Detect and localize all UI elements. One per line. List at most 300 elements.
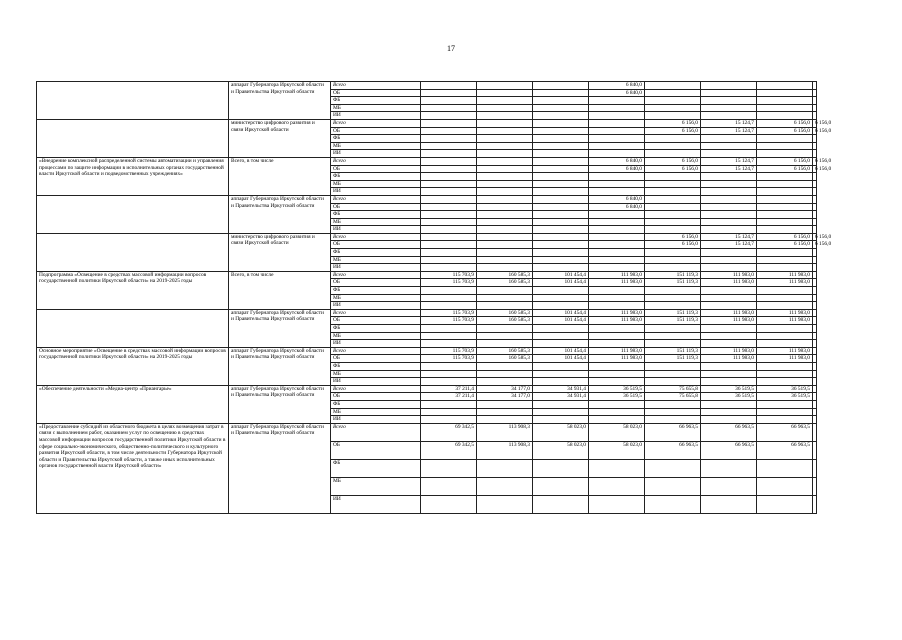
amount-cell: [701, 362, 757, 370]
amount-cell: [421, 459, 477, 477]
amount-cell: [757, 142, 813, 150]
amount-cell: [421, 294, 477, 302]
amount-cell: [589, 142, 645, 150]
amount-cell: [701, 340, 757, 348]
amount-cell: [701, 97, 757, 105]
amount-cell: [813, 309, 817, 317]
amount-cell: [757, 203, 813, 211]
amount-cell: [477, 165, 533, 173]
amount-cell: [477, 495, 533, 513]
amount-cell: 58 023,0: [533, 441, 589, 459]
amount-cell: 6 156,0: [645, 157, 701, 165]
amount-cell: [421, 340, 477, 348]
amount-cell: [477, 233, 533, 241]
amount-cell: [421, 135, 477, 143]
activity-name-cell: Подпрограмма «Освещение в средствах массовой информации вопросов государственной политики Иркутской области» на 2019-2025 годы: [37, 271, 229, 309]
amount-cell: 69 342,5: [421, 423, 477, 441]
amount-cell: 6 156,0: [813, 127, 817, 135]
amount-cell: [477, 104, 533, 112]
amount-cell: 111 983,0: [701, 279, 757, 287]
amount-cell: [813, 264, 817, 272]
amount-cell: [533, 203, 589, 211]
amount-cell: [589, 241, 645, 249]
amount-cell: [477, 302, 533, 310]
amount-cell: 111 983,0: [701, 317, 757, 325]
amount-cell: [589, 416, 645, 424]
amount-cell: [589, 287, 645, 295]
amount-cell: [533, 157, 589, 165]
amount-cell: [477, 127, 533, 135]
amount-cell: [477, 287, 533, 295]
amount-cell: [477, 256, 533, 264]
amount-cell: [645, 97, 701, 105]
activity-name-cell: «Предоставление субсидий из областного бюджета в целях возмещения затрат в связи с выполнением работ, оказанием услуг по освещению в средствах массовой информации вопросов государственной политики Иркутской области в сфере социально-экономического, общественно-политического и культурного развития Иркутской области, в том числе деятельности Губернатора Иркутской области и Правительства Иркутской области, а также иных исполнительных органов государственной власти Иркутской области»: [37, 423, 229, 513]
amount-cell: 160 585,3: [477, 279, 533, 287]
amount-cell: [421, 249, 477, 257]
amount-cell: 111 983,0: [701, 271, 757, 279]
funding-source-cell: ФБ: [331, 400, 421, 408]
amount-cell: [421, 97, 477, 105]
amount-cell: [421, 370, 477, 378]
amount-cell: 115 703,9: [421, 317, 477, 325]
amount-cell: [533, 495, 589, 513]
amount-cell: 6 156,0: [757, 157, 813, 165]
funding-source-cell: МБ: [331, 370, 421, 378]
amount-cell: [757, 459, 813, 477]
page-number: 17: [447, 44, 455, 53]
amount-cell: [701, 256, 757, 264]
amount-cell: 6 156,0: [645, 119, 701, 127]
amount-cell: 6 156,0: [813, 157, 817, 165]
amount-cell: 75 655,8: [645, 385, 701, 393]
funding-source-cell: ФБ: [331, 287, 421, 295]
amount-cell: [757, 370, 813, 378]
amount-cell: 36 519,5: [589, 385, 645, 393]
amount-cell: 111 983,0: [757, 279, 813, 287]
amount-cell: 58 023,0: [589, 423, 645, 441]
amount-cell: 111 983,0: [589, 355, 645, 363]
funding-source-cell: Всего: [331, 82, 421, 90]
amount-cell: [645, 325, 701, 333]
amount-cell: [533, 370, 589, 378]
activity-name-cell: [37, 82, 229, 120]
funding-source-cell: Всего: [331, 347, 421, 355]
amount-cell: [645, 218, 701, 226]
amount-cell: 101 454,4: [533, 279, 589, 287]
amount-cell: [477, 142, 533, 150]
amount-cell: 58 023,0: [533, 423, 589, 441]
amount-cell: [477, 150, 533, 158]
amount-cell: [477, 416, 533, 424]
funding-source-cell: Всего: [331, 423, 421, 441]
amount-cell: [421, 256, 477, 264]
amount-cell: [813, 142, 817, 150]
amount-cell: [701, 287, 757, 295]
funding-source-cell: ИИ: [331, 340, 421, 348]
amount-cell: [589, 264, 645, 272]
amount-cell: [477, 264, 533, 272]
amount-cell: 151 119,3: [645, 271, 701, 279]
amount-cell: [477, 226, 533, 234]
amount-cell: [813, 97, 817, 105]
amount-cell: [477, 332, 533, 340]
amount-cell: [813, 203, 817, 211]
table-row: [37, 309, 817, 317]
amount-cell: 115 703,9: [421, 355, 477, 363]
amount-cell: [589, 97, 645, 105]
amount-cell: [477, 477, 533, 495]
amount-cell: [589, 173, 645, 181]
amount-cell: 36 519,5: [701, 385, 757, 393]
amount-cell: [813, 249, 817, 257]
amount-cell: [421, 180, 477, 188]
amount-cell: 111 983,0: [757, 271, 813, 279]
amount-cell: [421, 495, 477, 513]
amount-cell: 6 156,0: [645, 127, 701, 135]
amount-cell: 160 585,3: [477, 347, 533, 355]
funding-source-cell: МБ: [331, 180, 421, 188]
table-row: [37, 423, 817, 441]
amount-cell: [757, 294, 813, 302]
executor-cell: аппарат Губернатора Иркутской области и Правительства Иркутской области: [229, 423, 331, 513]
amount-cell: [421, 165, 477, 173]
activity-name-cell: «Обеспечение деятельности «Медиа-центр «Приангарье»: [37, 385, 229, 423]
funding-source-cell: МБ: [331, 477, 421, 495]
amount-cell: [813, 459, 817, 477]
amount-cell: 37 211,4: [421, 385, 477, 393]
amount-cell: [701, 112, 757, 120]
budget-table: [36, 81, 832, 514]
amount-cell: [421, 82, 477, 90]
amount-cell: [813, 104, 817, 112]
amount-cell: 34 177,0: [477, 385, 533, 393]
amount-cell: 115 703,9: [421, 309, 477, 317]
amount-cell: 6 840,0: [589, 203, 645, 211]
amount-cell: [757, 150, 813, 158]
amount-cell: [701, 142, 757, 150]
amount-cell: [645, 477, 701, 495]
amount-cell: 101 454,4: [533, 271, 589, 279]
amount-cell: [589, 370, 645, 378]
amount-cell: [645, 249, 701, 257]
amount-cell: [589, 325, 645, 333]
amount-cell: [589, 362, 645, 370]
funding-source-cell: ИИ: [331, 264, 421, 272]
activity-name-cell: [37, 119, 229, 157]
amount-cell: 69 342,5: [421, 441, 477, 459]
amount-cell: [813, 378, 817, 386]
amount-cell: [757, 332, 813, 340]
funding-source-cell: ФБ: [331, 173, 421, 181]
amount-cell: [813, 355, 817, 363]
amount-cell: 6 840,0: [589, 157, 645, 165]
amount-cell: [533, 188, 589, 196]
amount-cell: 6 840,0: [589, 89, 645, 97]
amount-cell: [813, 416, 817, 424]
table-row: [37, 385, 817, 393]
amount-cell: [589, 226, 645, 234]
amount-cell: [589, 495, 645, 513]
amount-cell: [421, 218, 477, 226]
amount-cell: 6 156,0: [645, 233, 701, 241]
funding-source-cell: ФБ: [331, 325, 421, 333]
amount-cell: [477, 378, 533, 386]
amount-cell: [477, 157, 533, 165]
amount-cell: [813, 441, 817, 459]
amount-cell: [701, 203, 757, 211]
amount-cell: [533, 165, 589, 173]
amount-cell: [589, 459, 645, 477]
amount-cell: [533, 241, 589, 249]
amount-cell: [813, 370, 817, 378]
amount-cell: [421, 287, 477, 295]
amount-cell: [645, 302, 701, 310]
amount-cell: [421, 477, 477, 495]
amount-cell: [645, 332, 701, 340]
funding-source-cell: ФБ: [331, 362, 421, 370]
amount-cell: [421, 378, 477, 386]
amount-cell: [701, 325, 757, 333]
amount-cell: [645, 150, 701, 158]
amount-cell: 36 519,5: [701, 393, 757, 401]
amount-cell: [421, 188, 477, 196]
executor-cell: аппарат Губернатора Иркутской области и Правительства Иркутской области: [229, 309, 331, 347]
amount-cell: 160 585,3: [477, 271, 533, 279]
funding-source-cell: ФБ: [331, 135, 421, 143]
amount-cell: [589, 400, 645, 408]
amount-cell: [701, 82, 757, 90]
amount-cell: 15 124,7: [701, 233, 757, 241]
amount-cell: [813, 173, 817, 181]
executor-cell: Всего, в том числе: [229, 157, 331, 195]
amount-cell: [589, 408, 645, 416]
amount-cell: [813, 195, 817, 203]
amount-cell: 6 156,0: [757, 119, 813, 127]
amount-cell: 111 983,0: [701, 355, 757, 363]
funding-source-cell: Всего: [331, 271, 421, 279]
amount-cell: 151 119,3: [645, 347, 701, 355]
amount-cell: [421, 104, 477, 112]
amount-cell: [645, 287, 701, 295]
amount-cell: [533, 459, 589, 477]
funding-source-cell: ОБ: [331, 89, 421, 97]
amount-cell: [421, 173, 477, 181]
amount-cell: [533, 477, 589, 495]
amount-cell: [421, 416, 477, 424]
amount-cell: 66 963,5: [757, 441, 813, 459]
amount-cell: [701, 188, 757, 196]
amount-cell: [533, 302, 589, 310]
funding-source-cell: ИИ: [331, 302, 421, 310]
amount-cell: [477, 135, 533, 143]
amount-cell: [701, 104, 757, 112]
amount-cell: [589, 294, 645, 302]
amount-cell: [757, 211, 813, 219]
amount-cell: [533, 416, 589, 424]
amount-cell: [757, 188, 813, 196]
amount-cell: [813, 477, 817, 495]
amount-cell: [757, 340, 813, 348]
amount-cell: 66 963,5: [757, 423, 813, 441]
funding-source-cell: Всего: [331, 233, 421, 241]
amount-cell: 15 124,7: [701, 127, 757, 135]
amount-cell: 101 454,4: [533, 309, 589, 317]
amount-cell: [477, 249, 533, 257]
funding-source-cell: ФБ: [331, 97, 421, 105]
amount-cell: 101 454,4: [533, 347, 589, 355]
amount-cell: 36 519,5: [589, 393, 645, 401]
amount-cell: [645, 188, 701, 196]
amount-cell: [813, 340, 817, 348]
executor-cell: аппарат Губернатора Иркутской области и Правительства Иркутской области: [229, 385, 331, 423]
amount-cell: [533, 233, 589, 241]
amount-cell: 6 840,0: [589, 82, 645, 90]
amount-cell: [477, 459, 533, 477]
amount-cell: [813, 112, 817, 120]
amount-cell: [757, 135, 813, 143]
table-row: [37, 233, 817, 241]
amount-cell: [533, 89, 589, 97]
funding-source-cell: МБ: [331, 142, 421, 150]
funding-source-cell: ОБ: [331, 393, 421, 401]
amount-cell: 36 519,5: [757, 385, 813, 393]
amount-cell: [421, 112, 477, 120]
amount-cell: [645, 264, 701, 272]
amount-cell: [421, 89, 477, 97]
table-row: [37, 347, 817, 355]
amount-cell: [813, 271, 817, 279]
funding-source-cell: Всего: [331, 309, 421, 317]
amount-cell: [701, 332, 757, 340]
amount-cell: [645, 378, 701, 386]
amount-cell: [813, 211, 817, 219]
amount-cell: 160 585,3: [477, 309, 533, 317]
amount-cell: [645, 135, 701, 143]
amount-cell: 6 156,0: [813, 241, 817, 249]
amount-cell: [589, 135, 645, 143]
funding-source-cell: Всего: [331, 195, 421, 203]
amount-cell: [589, 119, 645, 127]
amount-cell: [477, 173, 533, 181]
amount-cell: [645, 142, 701, 150]
amount-cell: [477, 203, 533, 211]
amount-cell: [477, 218, 533, 226]
amount-cell: [589, 188, 645, 196]
amount-cell: [813, 135, 817, 143]
amount-cell: [533, 332, 589, 340]
amount-cell: [701, 370, 757, 378]
table-row: [37, 157, 817, 165]
amount-cell: [701, 173, 757, 181]
amount-cell: [645, 408, 701, 416]
amount-cell: [813, 385, 817, 393]
amount-cell: 151 119,3: [645, 279, 701, 287]
amount-cell: [757, 82, 813, 90]
amount-cell: [421, 302, 477, 310]
amount-cell: 15 124,7: [701, 241, 757, 249]
amount-cell: 151 119,3: [645, 317, 701, 325]
amount-cell: [701, 150, 757, 158]
funding-source-cell: ОБ: [331, 317, 421, 325]
amount-cell: [421, 127, 477, 135]
amount-cell: 111 983,0: [589, 317, 645, 325]
executor-cell: аппарат Губернатора Иркутской области и Правительства Иркутской области: [229, 195, 331, 233]
amount-cell: [813, 287, 817, 295]
amount-cell: [477, 408, 533, 416]
amount-cell: 37 211,4: [421, 393, 477, 401]
amount-cell: [645, 459, 701, 477]
amount-cell: [813, 150, 817, 158]
amount-cell: [757, 362, 813, 370]
amount-cell: [533, 264, 589, 272]
activity-name-cell: Основное мероприятие «Освещение в средствах массовой информации вопросов государственной политики Иркутской области» на 2019-2025 годы: [37, 347, 229, 385]
amount-cell: [757, 264, 813, 272]
amount-cell: [533, 112, 589, 120]
amount-cell: [533, 173, 589, 181]
amount-cell: 6 156,0: [757, 233, 813, 241]
amount-cell: 6 156,0: [757, 241, 813, 249]
amount-cell: [589, 340, 645, 348]
amount-cell: [813, 495, 817, 513]
amount-cell: [533, 218, 589, 226]
amount-cell: [757, 400, 813, 408]
amount-cell: 101 454,4: [533, 317, 589, 325]
amount-cell: [813, 362, 817, 370]
amount-cell: [421, 325, 477, 333]
amount-cell: [757, 218, 813, 226]
amount-cell: [477, 362, 533, 370]
amount-cell: [645, 211, 701, 219]
executor-cell: Всего, в том числе: [229, 271, 331, 309]
amount-cell: [589, 249, 645, 257]
amount-cell: [589, 127, 645, 135]
amount-cell: [645, 226, 701, 234]
amount-cell: [533, 325, 589, 333]
amount-cell: [757, 477, 813, 495]
amount-cell: 111 983,0: [757, 355, 813, 363]
activity-name-cell: «Внедрение комплексной распределенной системы автоматизации и управления процессами по защите информации в исполнительных органах государственной власти Иркутской области и подведомственных учреждениях»: [37, 157, 229, 195]
amount-cell: [477, 112, 533, 120]
amount-cell: 6 156,0: [757, 127, 813, 135]
amount-cell: [813, 347, 817, 355]
funding-source-cell: МБ: [331, 408, 421, 416]
amount-cell: [589, 218, 645, 226]
amount-cell: [645, 256, 701, 264]
amount-cell: [701, 378, 757, 386]
funding-source-cell: МБ: [331, 104, 421, 112]
amount-cell: 151 119,3: [645, 355, 701, 363]
amount-cell: 36 519,5: [757, 393, 813, 401]
executor-cell: аппарат Губернатора Иркутской области и Правительства Иркутской области: [229, 347, 331, 385]
amount-cell: [813, 317, 817, 325]
funding-source-cell: ИИ: [331, 112, 421, 120]
amount-cell: [421, 226, 477, 234]
amount-cell: 111 983,0: [589, 279, 645, 287]
amount-cell: [645, 416, 701, 424]
funding-source-cell: ИИ: [331, 226, 421, 234]
amount-cell: 75 655,8: [645, 393, 701, 401]
funding-source-cell: ИИ: [331, 188, 421, 196]
amount-cell: 111 983,0: [757, 317, 813, 325]
amount-cell: [589, 233, 645, 241]
amount-cell: [421, 332, 477, 340]
amount-cell: [645, 173, 701, 181]
table-row: [37, 271, 817, 279]
amount-cell: [477, 400, 533, 408]
amount-cell: [421, 195, 477, 203]
amount-cell: [477, 180, 533, 188]
amount-cell: [757, 97, 813, 105]
